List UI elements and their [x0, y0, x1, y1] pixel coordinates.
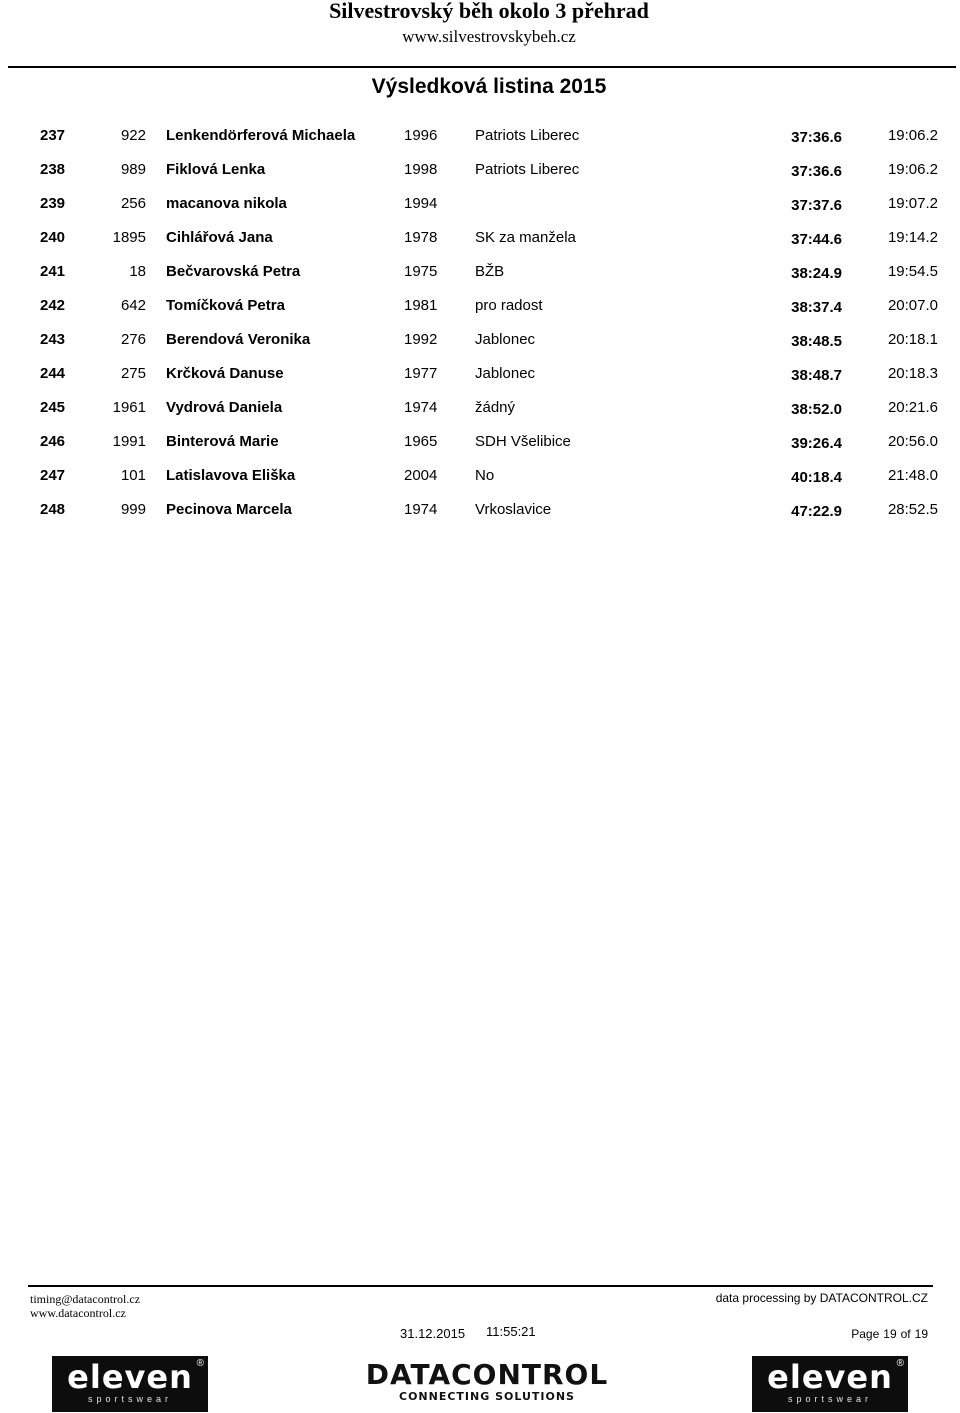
table-row	[0, 331, 960, 351]
eleven-logo-sub: sportswear	[787, 1394, 872, 1404]
result-pace: 19:06.2	[887, 127, 938, 144]
eleven-logo-sub: sportswear	[87, 1394, 172, 1404]
page-word: Page	[851, 1327, 880, 1341]
table-row	[0, 433, 960, 453]
page-total: 19	[914, 1327, 928, 1341]
result-club: No	[475, 467, 495, 484]
result-club: Jablonec	[475, 331, 536, 348]
result-pace: 20:18.1	[887, 331, 938, 348]
eleven-logo-right	[752, 1356, 908, 1412]
result-time: 39:26.4	[791, 435, 842, 452]
result-time: 38:48.7	[791, 367, 842, 384]
result-pace: 19:06.2	[887, 161, 938, 178]
event-title: Silvestrovský běh okolo 3 přehrad	[329, 0, 649, 23]
document-title: Výsledková listina 2015	[371, 75, 607, 98]
result-bib: 1991	[112, 433, 146, 450]
footer-email[interactable]: timing@datacontrol.cz	[30, 1292, 141, 1306]
result-year: 1998	[404, 161, 438, 178]
table-row	[0, 501, 960, 521]
table-row	[0, 467, 960, 487]
registered-icon: ®	[896, 1358, 904, 1369]
result-time: 37:37.6	[791, 197, 842, 214]
table-row	[0, 399, 960, 419]
result-rank: 243	[40, 331, 66, 348]
result-bib: 1961	[112, 399, 146, 416]
result-pace: 19:14.2	[887, 229, 938, 246]
footer-date: 31.12.2015	[400, 1326, 466, 1341]
result-bib: 101	[120, 467, 146, 484]
result-rank: 240	[40, 229, 66, 246]
footer-website[interactable]: www.datacontrol.cz	[30, 1306, 126, 1320]
table-row	[0, 161, 960, 181]
result-name: Binterová Marie	[166, 433, 279, 450]
footer-time: 11:55:21	[486, 1324, 536, 1339]
result-year: 1994	[404, 195, 438, 212]
result-pace: 19:54.5	[887, 263, 938, 280]
eleven-logo-word: eleven	[767, 1358, 893, 1396]
result-year: 1992	[404, 331, 438, 348]
result-rank: 242	[40, 297, 66, 314]
header-divider	[8, 66, 956, 68]
result-time: 38:48.5	[791, 333, 842, 350]
result-time: 38:24.9	[791, 265, 842, 282]
result-name: Tomíčková Petra	[166, 297, 285, 314]
result-rank: 241	[40, 263, 66, 280]
result-bib: 999	[120, 501, 146, 518]
result-pace: 20:07.0	[887, 297, 938, 314]
result-name: Latislavova Eliška	[166, 467, 296, 484]
registered-icon: ®	[196, 1358, 204, 1369]
result-year: 1974	[404, 501, 438, 518]
result-year: 2004	[404, 467, 438, 484]
result-year: 1965	[404, 433, 438, 450]
table-row	[0, 127, 960, 147]
result-pace: 20:18.3	[887, 365, 938, 382]
result-pace: 21:48.0	[887, 467, 938, 484]
result-year: 1975	[404, 263, 438, 280]
eleven-logo-word: eleven	[67, 1358, 193, 1396]
result-year: 1977	[404, 365, 438, 382]
result-club: Jablonec	[475, 365, 536, 382]
result-bib: 256	[120, 195, 146, 212]
result-club: BŽB	[475, 263, 505, 280]
table-row	[0, 365, 960, 385]
result-club: Patriots Liberec	[475, 161, 580, 178]
page-indicator	[851, 1327, 928, 1341]
result-time: 38:37.4	[791, 299, 842, 316]
result-rank: 247	[40, 467, 66, 484]
event-url[interactable]: www.silvestrovskybeh.cz	[402, 27, 576, 46]
result-name: Bečvarovská Petra	[166, 263, 301, 280]
result-rank: 248	[40, 501, 66, 518]
result-rank: 237	[40, 127, 66, 144]
result-bib: 276	[120, 331, 146, 348]
page-number: 19	[883, 1327, 897, 1341]
result-pace: 20:56.0	[887, 433, 938, 450]
result-year: 1981	[404, 297, 438, 314]
result-bib: 275	[120, 365, 146, 382]
result-rank: 245	[40, 399, 66, 416]
result-club: pro radost	[475, 297, 543, 314]
datacontrol-logo	[358, 1360, 616, 1406]
result-pace: 28:52.5	[887, 501, 938, 518]
result-bib: 1895	[112, 229, 146, 246]
eleven-logo-left	[52, 1356, 208, 1412]
datacontrol-logo-word: DATACONTROL	[365, 1358, 609, 1391]
result-name: Cihlářová Jana	[166, 229, 273, 246]
page-of: of	[900, 1327, 911, 1341]
result-name: Krčková Danuse	[166, 365, 284, 382]
result-name: Vydrová Daniela	[166, 399, 283, 416]
table-row	[0, 263, 960, 283]
result-time: 40:18.4	[791, 469, 842, 486]
result-club: žádný	[475, 399, 516, 416]
result-club: SDH Všelibice	[475, 433, 571, 450]
result-year: 1996	[404, 127, 438, 144]
result-pace: 19:07.2	[887, 195, 938, 212]
table-row	[0, 297, 960, 317]
footer-divider	[28, 1285, 933, 1287]
result-time: 47:22.9	[791, 503, 842, 520]
result-time: 37:36.6	[791, 129, 842, 146]
result-club: SK za manžela	[475, 229, 576, 246]
datacontrol-logo-sub: CONNECTING SOLUTIONS	[399, 1390, 575, 1403]
footer-processing-credit: data processing by DATACONTROL.CZ	[715, 1291, 928, 1305]
result-club: Patriots Liberec	[475, 127, 580, 144]
result-year: 1978	[404, 229, 438, 246]
result-time: 37:44.6	[791, 231, 842, 248]
result-rank: 239	[40, 195, 66, 212]
table-row	[0, 195, 960, 215]
result-time: 37:36.6	[791, 163, 842, 180]
result-bib: 989	[120, 161, 146, 178]
result-time: 38:52.0	[791, 401, 842, 418]
result-rank: 246	[40, 433, 66, 450]
result-name: Fiklová Lenka	[166, 161, 266, 178]
result-bib: 642	[120, 297, 146, 314]
table-row	[0, 229, 960, 249]
result-rank: 238	[40, 161, 66, 178]
result-name: Pecinova Marcela	[166, 501, 292, 518]
result-bib: 18	[129, 263, 146, 280]
result-club: Vrkoslavice	[475, 501, 552, 518]
result-name: macanova nikola	[166, 195, 287, 212]
result-bib: 922	[120, 127, 146, 144]
result-name: Lenkendörferová Michaela	[166, 127, 356, 144]
result-rank: 244	[40, 365, 66, 382]
result-pace: 20:21.6	[887, 399, 938, 416]
result-year: 1974	[404, 399, 438, 416]
result-name: Berendová Veronika	[166, 331, 311, 348]
